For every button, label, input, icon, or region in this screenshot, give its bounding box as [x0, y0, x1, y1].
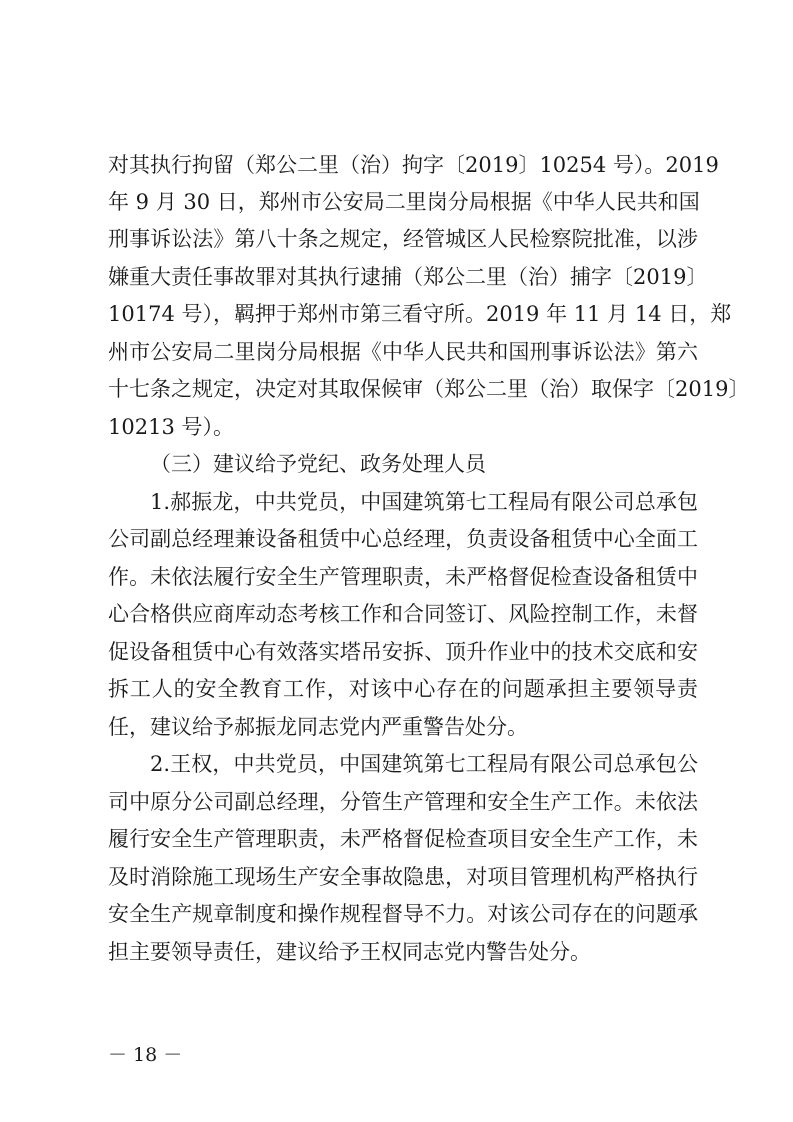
page-number: － 18 － [108, 1044, 183, 1066]
item-1-line-1: 1.郝振龙，中共党员，中国建筑第七工程局有限公司总承包 [150, 490, 698, 514]
item-1-line-7: 任，建议给予郝振龙同志党内严重警告处分。 [108, 715, 528, 739]
body-line-4: 嫌重大责任事故罪对其执行逮捕（郑公二里（治）捕字〔2019〕 [108, 265, 708, 289]
item-1-line-2: 公司副总经理兼设备租赁中心总经理，负责设备租赁中心全面工 [108, 527, 698, 551]
body-line-5: 10174 号），羁押于郑州市第三看守所。2019 年 11 月 14 日，郑 [108, 302, 732, 326]
body-line-7: 十七条之规定，决定对其取保候审（郑公二里（治）取保字〔2019〕 [108, 377, 750, 401]
body-line-1: 对其执行拘留（郑公二里（治）拘字〔2019〕10254 号）。2019 [108, 153, 719, 177]
body-line-2: 年 9 月 30 日，郑州市公安局二里岗分局根据《中华人民共和国 [108, 190, 700, 214]
body-line-3: 刑事诉讼法》第八十条之规定，经管城区人民检察院批准，以涉 [108, 227, 698, 251]
body-line-8: 10213 号）。 [108, 415, 234, 439]
item-1-line-3: 作。未依法履行安全生产管理职责，未严格督促检查设备租赁中 [108, 565, 698, 589]
item-1-line-6: 拆工人的安全教育工作，对该中心存在的问题承担主要领导责 [108, 677, 698, 701]
item-2-line-5: 安全生产规章制度和操作规程督导不力。对该公司存在的问题承 [108, 902, 698, 926]
item-2-line-2: 司中原分公司副总经理，分管生产管理和安全生产工作。未依法 [108, 790, 698, 814]
item-2-line-3: 履行安全生产管理职责，未严格督促检查项目安全生产工作，未 [108, 827, 698, 851]
item-2-line-1: 2.王权，中共党员，中国建筑第七工程局有限公司总承包公 [150, 752, 698, 776]
item-2-line-6: 担主要领导责任，建议给予王权同志党内警告处分。 [108, 940, 591, 964]
item-1-line-4: 心合格供应商库动态考核工作和合同签订、风险控制工作，未督 [108, 602, 698, 626]
section-heading: （三）建议给予党纪、政务处理人员 [150, 452, 486, 476]
body-line-6: 州市公安局二里岗分局根据《中华人民共和国刑事诉讼法》第六 [108, 340, 698, 364]
item-1-line-5: 促设备租赁中心有效落实塔吊安拆、顶升作业中的技术交底和安 [108, 640, 698, 664]
item-2-line-4: 及时消除施工现场生产安全事故隐患，对项目管理机构严格执行 [108, 865, 698, 889]
